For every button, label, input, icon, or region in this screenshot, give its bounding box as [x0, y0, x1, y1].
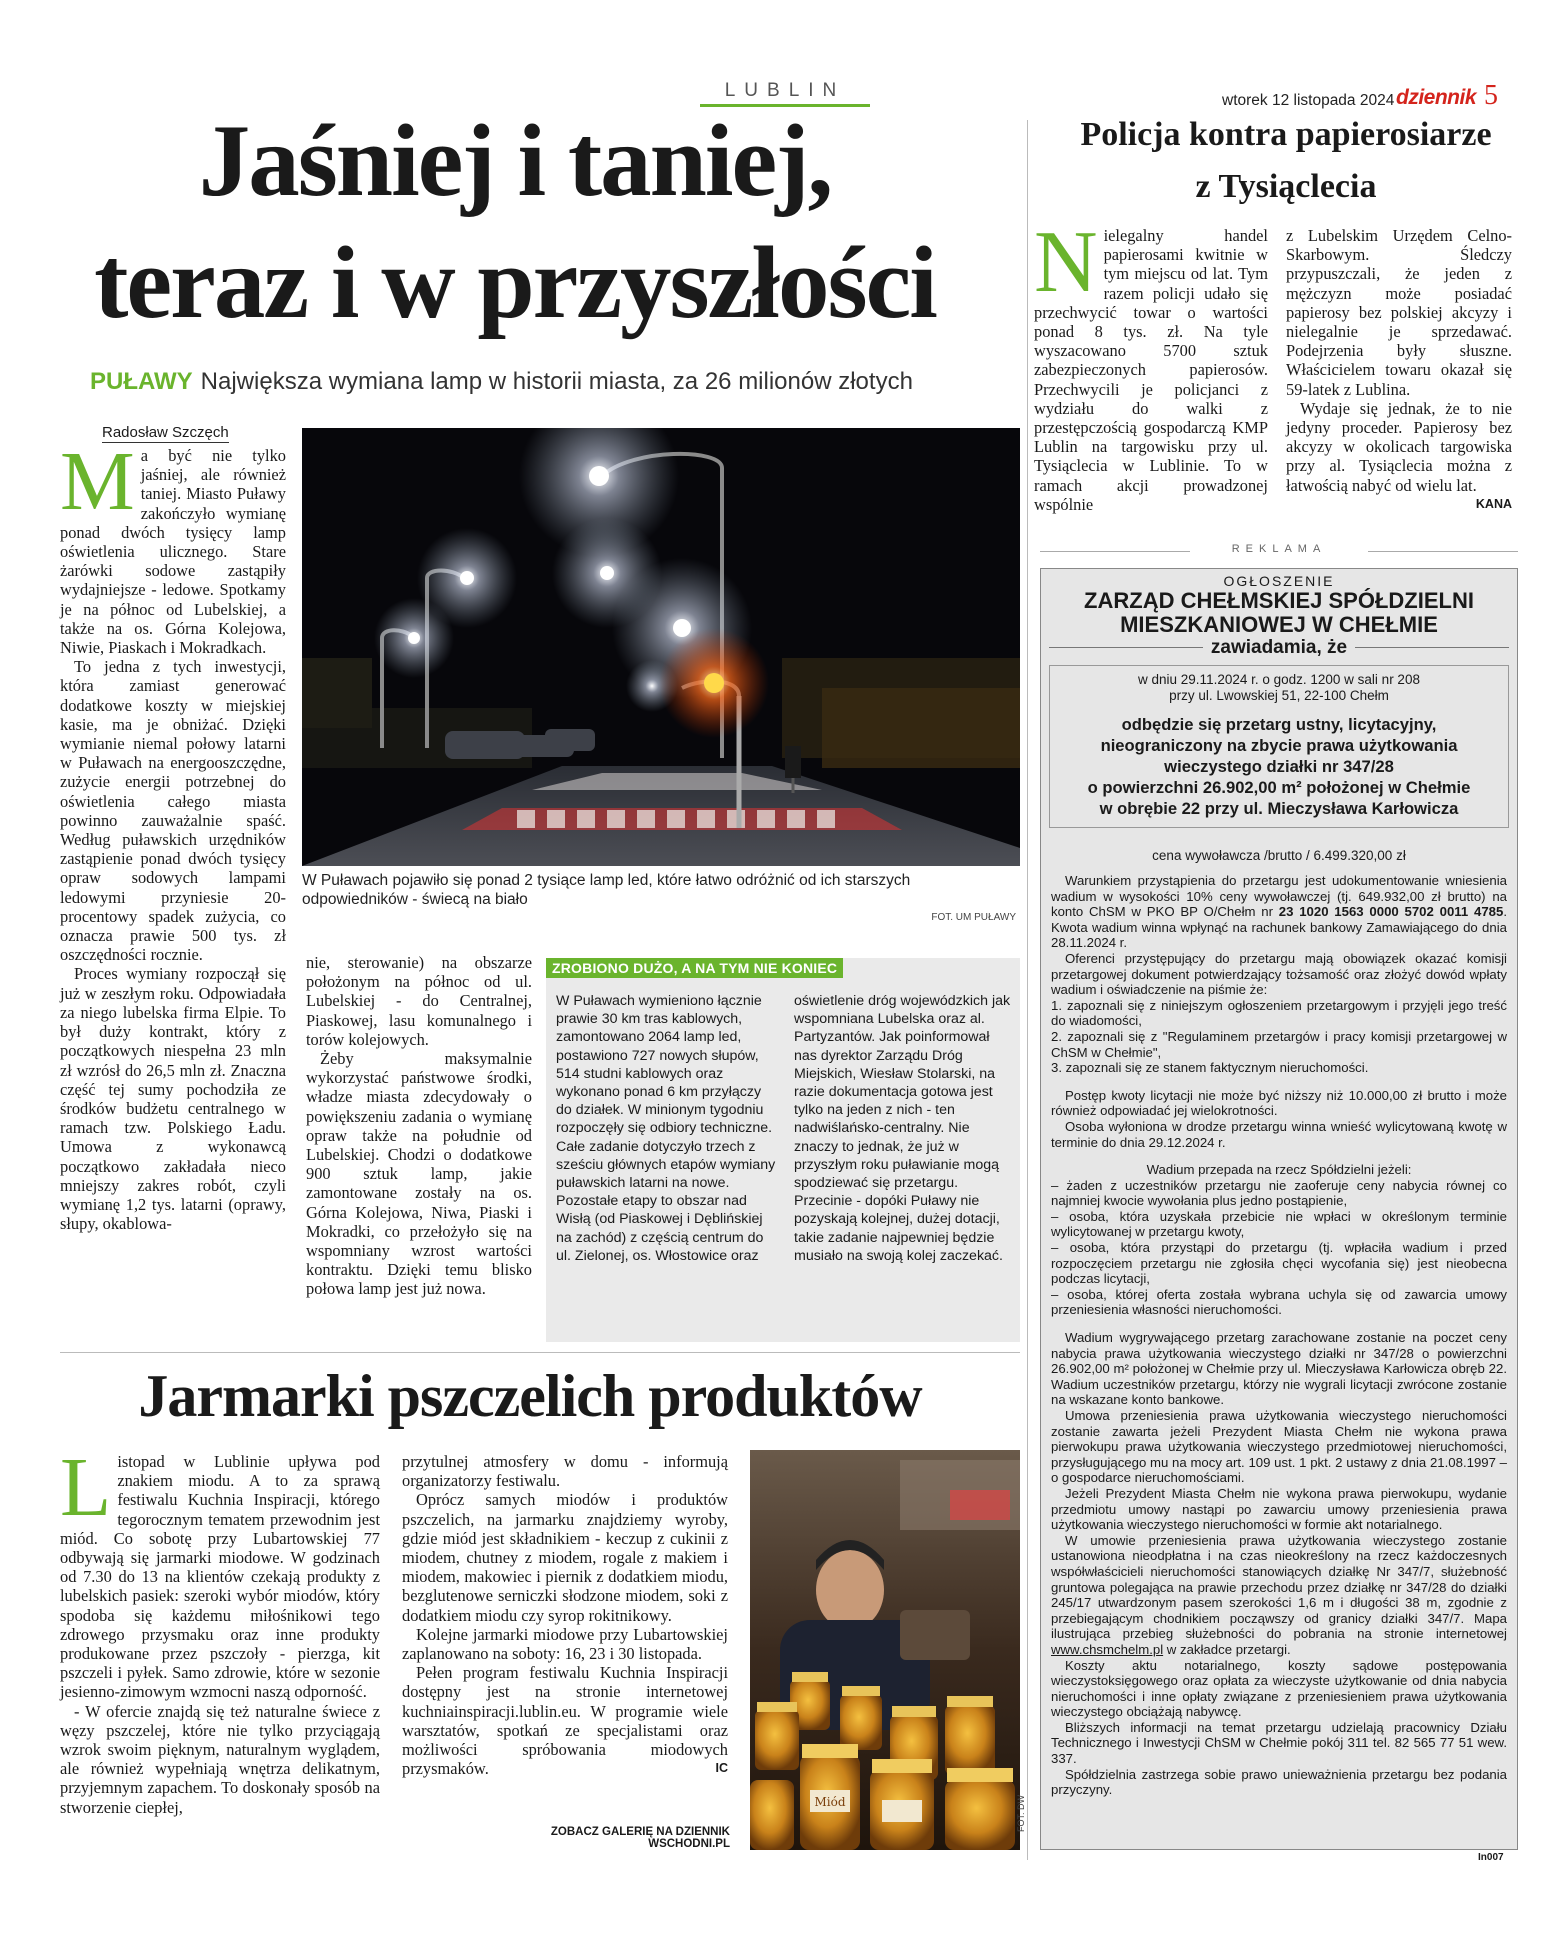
issue-date: wtorek 12 listopada 2024 — [1222, 92, 1395, 109]
advert-when-line2: przy ul. Lwowskiej 51, 22-100 Chełm — [1169, 688, 1389, 703]
police-paragraph-2: z Lubelskim Urzędem Celno-Skarbowym. Śledczy przypuszczali, że jeden z mężczyzn może posiadać papierosy bez polskiej akcyzy i nielegalnie je sprzedawać. Podejrzenia były słuszne. Właścicielem towaru okazał się 59-latek z Lublina. — [1286, 226, 1512, 399]
lead-subtitle — [90, 368, 913, 396]
police-column-2 — [1286, 226, 1512, 514]
honey-gallery-link[interactable]: ZOBACZ GALERIĘ NA DZIENNIK WSCHODNI.PL — [550, 1826, 730, 1850]
lead-drop-cap: M — [60, 435, 135, 528]
honey-top-rule — [60, 1352, 1020, 1353]
lead-photo-credit: FOT. UM PUŁAWY — [931, 912, 1016, 923]
advert-paragraph: Koszty aktu notarialnego, koszty sądowe postępowania wieczystoksięgowego oraz opłata za wieczyste użytkowanie od dnia nabycia nieruchomości i inne opłaty związane z przeniesieniem prawa użytkowania wieczystego obciążają nabywcę. — [1051, 1657, 1507, 1720]
advert-paragraph: Oferenci przystępujący do przetargu mają obowiązek okazać komisji przetargowej dokument potwierdzający tożsamość oraz złożyć dowód wpłaty wadium i oświadczenie na piśmie że: — [1051, 950, 1507, 998]
advert-bold-line: wieczystego działki nr 347/28 — [1164, 757, 1394, 776]
advert-bold-line: w obrębie 22 przy ul. Mieczysława Karłowicza — [1099, 799, 1459, 818]
advert-informs: zawiadamia, że — [1041, 637, 1517, 659]
lead-headline-line1: Jaśniej i taniej, — [198, 104, 832, 218]
brand-logo: dziennik — [1396, 86, 1477, 109]
advert-list-item: – osoba, która przystąpi do przetargu (tj. wpłaciła wadium i przed rozpoczęciem przetargu nie zgłosiła chęci wycofania się) jest nieobecna podczas licytacji, — [1051, 1240, 1507, 1287]
lead-photo-caption: W Puławach pojawiło się ponad 2 tysiące lamp led, które łatwo odróżnić od ich starszych odpowiedników - świecą na biało — [302, 872, 911, 908]
lead-sidebar-box — [546, 958, 1020, 1342]
advert-paragraph: Wadium wygrywającego przetarg zarachowane zostanie na poczet ceny nabycia prawa użytkowania wieczystego działki nr 347/28 o powierzchni 26.902,00 m² położonej w Chełmie przy ul. Mieczysława Karłowicza obręb 22. Wadium uczestników przetargu, którzy nie wygrali licytacji zwrócone zostanie na wskazane konto bankowe. — [1051, 1330, 1507, 1408]
advert-code: In007 — [1478, 1852, 1504, 1863]
lead-paragraph-5: Żeby maksymalnie wykorzystać państwowe środki, władze miasta zdecydowały o powiększeniu zadania o wymianę opraw także na południe od Lubelskiej. Chodzi o dodatkowe 900 sztuk lamp, jakie zamontowane zostały na os. Górna Kolejowa, Niwa, Piaski i Mokradki, co przełożyło się na wspomniany wzrost wartości kontraktu. Dzięki temu blisko połowa lamp jest już nowa. — [306, 1049, 532, 1299]
lead-column-2 — [306, 953, 532, 1299]
honey-drop-cap: L — [60, 1441, 112, 1534]
advert-body — [1041, 863, 1517, 1798]
honey-paragraph-5: Kolejne jarmarki miodowe przy Lubartowskiej zaplanowano na soboty: 16, 23 i 30 listopada. — [402, 1624, 728, 1664]
advert-org-line1: ZARZĄD CHEŁMSKIEJ SPÓŁDZIELNI — [1084, 588, 1474, 613]
lead-subtitle-text: Największa wymiana lamp w historii miasta, za 26 milionów złotych — [200, 368, 913, 395]
lead-kicker: PUŁAWY — [90, 368, 193, 395]
police-column-1 — [1034, 214, 1268, 514]
advert-bold-block — [1054, 714, 1504, 819]
advert-list-item: 3. zapoznali się ze stanem faktycznym nieruchomości. — [1051, 1060, 1369, 1076]
lead-paragraph-4: nie, sterowanie) na obszarze położonym na północ od ul. Lubelskiej - do Centralnej, Piaskowej, lasu komunalnego i torów kolejowych. — [306, 953, 532, 1049]
police-paragraph-3: Wydaje się jednak, że to nie jedyny proceder. Papierosy bez akcyzy w okolicach targowiska przy al. Tysiąclecia można z łatwością nabyć od wielu lat. KANA — [1286, 399, 1512, 495]
lead-headline-line2: teraz i w przyszłości — [94, 226, 936, 340]
advert-list-item: 1. zapoznali się z niniejszym ogłoszeniem przetargowym i przyjęli jego treść do wiadomości, — [1051, 997, 1507, 1029]
honey-headline: Jarmarki pszczelich produktów — [138, 1363, 922, 1429]
honey-photo-credit: FOT. DW — [1016, 1795, 1026, 1832]
advert-kind: OGŁOSZENIE — [1223, 573, 1335, 589]
column-divider — [1027, 120, 1028, 1860]
lead-paragraph-2: To jedna z tych inwestycji, która zamiast generować dodatkowe koszty w miejskiej kasie, ma je obniżać. Dzięki wymianie niemal połowy latarni w Puławach na energooszczędne, zużycie energii potrzebnej do oświetlenia całego miasta powinno zauważalnie spaść. Według puławskich urzędników zastąpienie ponad dwóch tysięcy opraw sodowych lampami ledowymi przyniesie 20-procentowy spadek zużycia, co oznacza prawie 500 tys. zł oszczędności rocznie. — [60, 657, 286, 965]
advert-org-line2: MIESZKANIOWEJ W CHEŁMIE — [1120, 612, 1438, 637]
advert-list-item: 2. zapoznali się z "Regulaminem przetargów i pracy komisji przetargowej w ChSM w Chełmie", — [1051, 1028, 1507, 1060]
advert-list-item: – osoba, która uzyskała przebicie nie wpłaci w określonym terminie wylicytowanej w przetargu kwoty, — [1051, 1208, 1507, 1240]
advert-forfeit-title: Wadium przepada na rzecz Spółdzielni jeżeli: — [1146, 1162, 1412, 1178]
honey-paragraph-2: - W ofercie znajdą się też naturalne świece z węzy pszczelej, które nie tylko przyciągają wzrok swoim pięknym, naturalnym wyglądem, ale również wypełniają wnętrza delikatnym, przyjemnym zapachem. To doskonały sposób na stworzenie ciepłej, — [60, 1701, 380, 1817]
advert-paragraph: Jeżeli Prezydent Miasta Chełm nie wykona prawa pierwokupu, wydanie przedmiotu umowy nastąpi po zawarciu umowy przeniesienia prawa użytkowania wieczystego nieruchomości w formie akt notarialnego. — [1051, 1485, 1507, 1533]
advert-bold-line: o powierzchni 26.902,00 m² położonej w Chełmie — [1087, 778, 1471, 797]
advert-label: REKLAMA — [1190, 543, 1368, 555]
advert-paragraph: Osoba wyłoniona w drodze przetargu winna wnieść wylicytowaną kwotę w terminie do dnia 29.12.2024 r. — [1051, 1118, 1507, 1150]
advert-paragraph: Postęp kwoty licytacji nie może być niższy niż 10.000,00 zł brutto i może również odpowiadać jej wielokrotności. — [1051, 1087, 1507, 1119]
honey-column-1 — [60, 1441, 380, 1817]
advert-bold-line: nieograniczony na zbycie prawa użytkowania — [1100, 736, 1458, 755]
honey-jars-illustration — [750, 1450, 1020, 1850]
advert-inner-box — [1049, 665, 1509, 828]
lead-paragraph-3: Proces wymiany rozpoczął się już w zeszłym roku. Odpowiadała za niego lubelska firma Elpie. To był duży kontrakt, który z początkowych niespełna 23 mln zł wzrósł do 26,5 mln zł. Znaczna część tej sumy pochodziła ze środków budżetu centralnego w ramach tzw. Polskiego Ładu. Umowa z wykonawcą początkowo zakładała nieco mniejszy zakres robót, czyli wymianę 1,2 tys. latarni (oprawy, słupy, okablowa- — [60, 964, 286, 1234]
honey-paragraph-4: Oprócz samych miodów i produktów pszczelich, na jarmarku znajdziemy wyroby, gdzie miód jest składnikiem - keczup z cukinii z miodem, chutney z miodem, rogale z makiem i miodem, makowiec i piernik z dodatkiem miodu, bezglutenowe serniczki słodzone miodem, soki z dodatkiem miodu czy syrop rokitnikowy. — [402, 1490, 728, 1625]
advert-list-item: – żaden z uczestników przetargu nie zaoferuje ceny nabycia równej co najmniej kwocie wywołania plus jedno postąpienie, — [1051, 1177, 1507, 1209]
advert-box — [1040, 568, 1518, 1850]
advert-paragraph: W umowie przeniesienia prawa użytkowania wieczystego zostanie ustanowiona nieodpłatna i na czas nieokreślony na rzecz każdoczesnych współwłaścicieli nieruchomości stanowiących działkę Nr 347/7, służebność gruntowa polegająca na prawie przechodu przez działkę nr 347/28 do działki 245/17 utwardzonym pasem szerokości 1,6 m i długości 38 m, zgodnie z przebiegającym chodnikiem począwszy od granicy działki 347/7. Mapa ilustrująca przebieg służebności do pobrania na stronie internetowej www.chsmchelm.pl w zakładce przetargi. — [1051, 1532, 1507, 1657]
police-headline-line1: Policja kontra papierosiarze — [1080, 116, 1492, 153]
honey-market-photo — [750, 1450, 1020, 1850]
honey-paragraph-6: Pełen program festiwalu Kuchnia Inspiracji dostępny jest na stronie internetowej kuchniainspiracji.lublin.eu. W programie wiele warsztatów, spotkań ze specjalistami oraz możliwości spróbowania miodowych przysmaków. IC — [402, 1663, 728, 1779]
police-signature: KANA — [1475, 496, 1512, 511]
lead-sidebar-title: ZROBIONO DUŻO, A NA TYM NIE KONIEC — [546, 958, 843, 978]
street-lights-photo — [302, 428, 1020, 866]
advert-paragraph: Spółdzielnia zastrzega sobie prawo unieważnienia przetargu bez podania przyczyny. — [1051, 1766, 1507, 1798]
honey-paragraph-1: Listopad w Lublinie upływa pod znakiem miodu. A to za sprawą festiwalu Kuchnia Inspiracji, którego tegorocznym tematem przewodnim jest miód. Co sobotę przy Lubartowskiej 77 odbywają się jarmarki miodowe. W godzinach od 7.30 do 13 na klientów czekają produkty z lubelskich pasiek: szeroki wybór miodów, który spodoba się każdemu miłośnikowi tego zdrowego przysmaku oraz inne produkty produkowane przez pszczoły - pierzga, kit pszczeli i pyłek. Samo zdrowie, które w sezonie jesienno-zimowym wzmocni naszą odporność. — [60, 1441, 380, 1702]
advert-paragraph: Bliższych informacji na temat przetargu udzielają pracownicy Działu Technicznego i Inwestycji ChSM w Chełmie pokój 311 tel. 82 565 77 51 wew. 337. — [1051, 1719, 1507, 1767]
advert-list-item: – osoba, której oferta została wybrana uchyla się od zawarcia umowy przeniesienia własności nieruchomości. — [1051, 1286, 1507, 1318]
advert-paragraph: Warunkiem przystąpienia do przetargu jest udokumentowanie wniesienia wadium w wysokości 10% ceny wywoławczej (tj. 649.932,00 zł brutto) na konto ChSM w PKO BP O/Chełm nr 23 1020 1563 0000 5702 0011 4785. Kwota wadium winna wpłynąć na rachunek bankowy Zamawiającego do dnia 28.11.2024 r. — [1051, 873, 1508, 951]
section-label: LUBLIN — [724, 80, 846, 101]
police-headline-line2: z Tysiąclecia — [1195, 168, 1377, 205]
advert-price: cena wywoławcza /brutto / 6.499.320,00 zł — [1152, 848, 1406, 863]
police-drop-cap: N — [1034, 214, 1098, 311]
lead-paragraph-1: Ma być nie tylko jaśniej, ale również taniej. Miasto Puławy zakończyło wymianę ponad dwóch tysięcy lamp oświetlenia ulicznego. Stare żarówki sodowe zastąpiły wydajniejsze - ledowe. Spotkamy je na północ od Lubelskiej, a także na os. Górna Kolejowa, Niwie, Piaskach i Mokradkach. — [60, 435, 286, 658]
lead-sidebar-col1: W Puławach wymieniono łącznie prawie 30 km tras kablowych, zamontowano 2064 lamp led, postawiono 727 nowych słupów, 514 studni kablowych oraz wykonano ponad 6 km przyłączy do działek. W minionym tygodniu rozpoczęły się odbiory techniczne. Całe zadanie dotyczyło trzech z sześciu głównych etapów wymiany puławskich latarni na nowe. Pozostałe etapy to obszar nad Wisłą (od Piaskowej i Dęblińskiej na zachód) z częścią centrum do ul. Zielonej, os. Włostowice oraz — [556, 993, 776, 1264]
advert-bold-line: odbędzie się przetarg ustny, licytacyjny, — [1121, 715, 1437, 734]
lead-sidebar-col2: oświetlenie dróg wojewódzkich jak wspomniana Lubelska oraz al. Partyzantów. Jak poinformował nas dyrektor Zarządu Dróg Miejskich, Wiesław Stolarski, na razie dokumentacja gotowa jest tylko na jeden z nich - ten nadwiślańsko-centralny. Nie znaczy to jednak, że już w przyszłym roku puławianie mogą spodziewać się przetargu. Przecinie - dopóki Puławy nie pozyskają kolejnej, dużej dotacji, takie zadanie najpewniej będzie musiało na swoją kolej zaczekać. — [794, 993, 1011, 1264]
jar-label: Miód — [814, 1795, 846, 1809]
honey-paragraph-3: przytulnej atmosfery w domu - informują organizatorzy festiwalu. — [402, 1452, 728, 1491]
advert-paragraph: Umowa przeniesienia prawa użytkowania wieczystego nieruchomości zostanie zawarta jeżeli Prezydent Miasta Chełm nie wykona prawa pierwokupu prawa użytkowania wieczystego przedmiotowej nieruchomości, przysługującego mu na mocy art. 109 ust. 1 pkt. 2 ustawy z dnia 21.08.1997 – o gospodarce nieruchomościami. — [1051, 1408, 1507, 1486]
lead-column-1 — [60, 435, 286, 1234]
advert-account-number: 23 1020 1563 0000 5702 0011 4785 — [1278, 904, 1504, 920]
night-street-illustration — [302, 428, 1020, 866]
honey-column-2 — [402, 1452, 728, 1778]
page-number: 5 — [1484, 80, 1498, 111]
police-paragraph-1: Nielegalny handel papierosami kwitnie w tym miejscu od lat. Tym razem policji udało się przechwycić towar o wartości ponad 8 tys. zł. Na tyle wyszacowano 5700 sztuk zabezpieczonych papierosów. Przechwycili je policjanci z wydziału do walki z przestępczością gospodarczą KMP Lublin na targowisku przy ul. Tysiąclecia w Lublinie. To w ramach akcji prowadzonej wspólnie — [1034, 214, 1268, 514]
lead-author: Radosław Szczęch — [102, 424, 229, 441]
advert-website-link[interactable]: www.chsmchelm.pl — [1051, 1641, 1164, 1657]
advert-when-line1: w dniu 29.11.2024 r. o godz. 1200 w sali nr 208 — [1138, 672, 1420, 687]
honey-signature: IC — [715, 1761, 728, 1776]
